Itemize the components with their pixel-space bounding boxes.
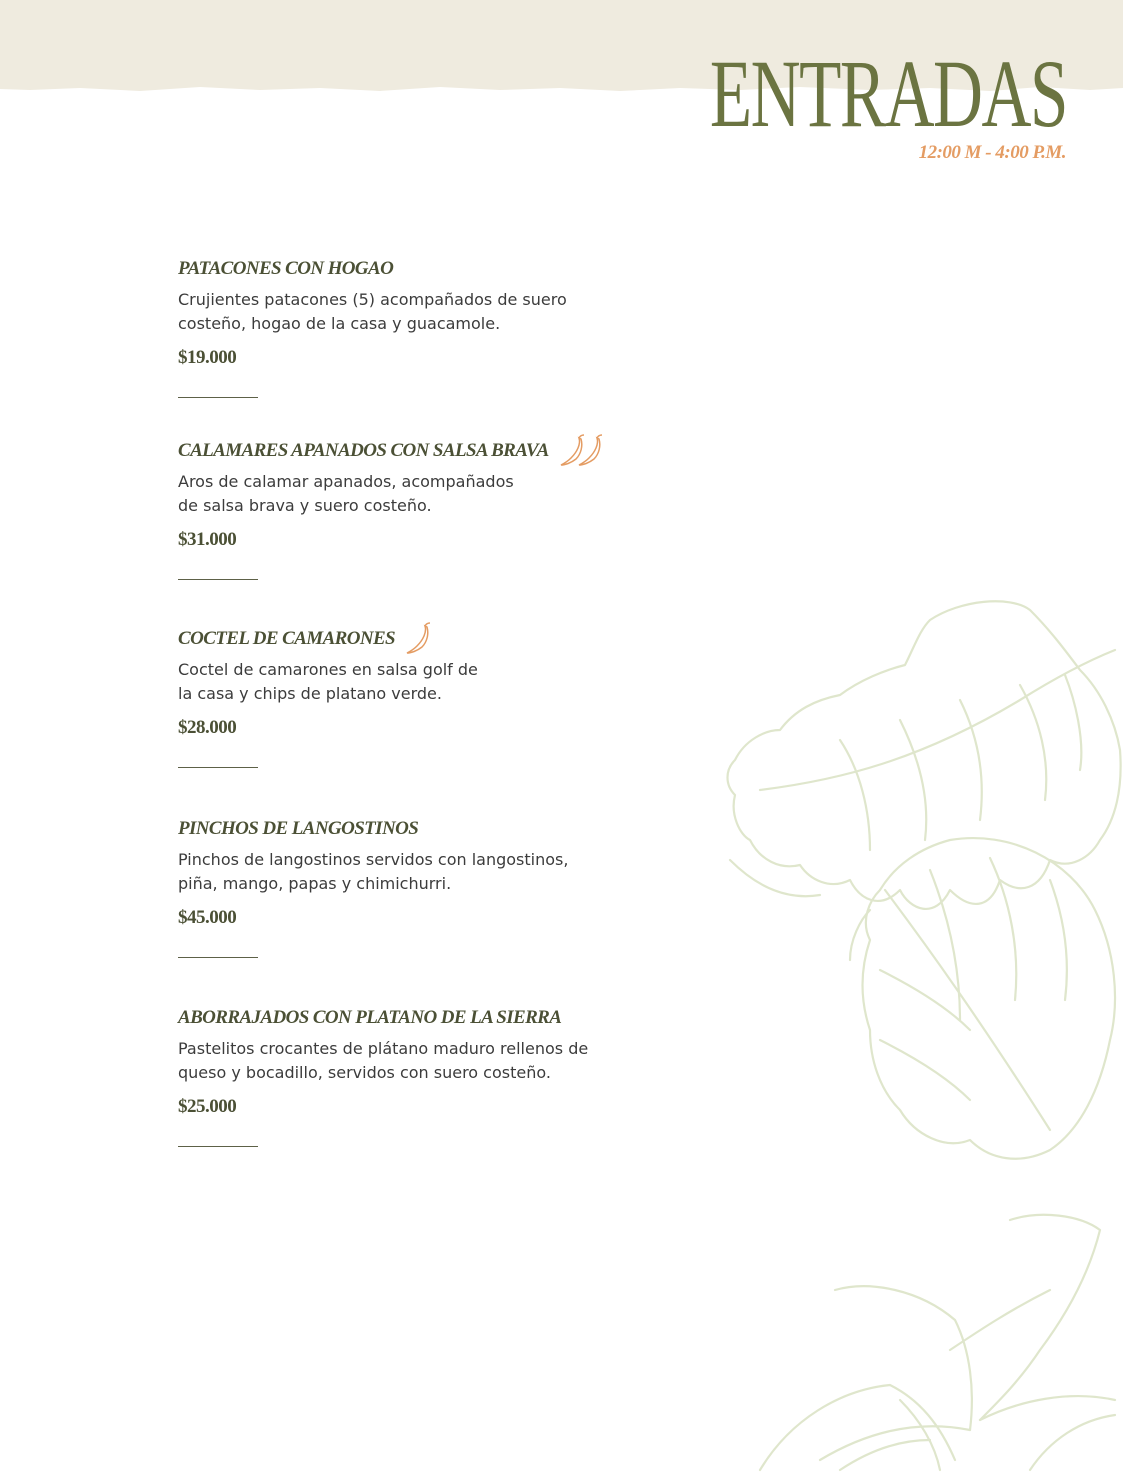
item-name: ABORRAJADOS CON PLATANO DE LA SIERRA [178, 1007, 562, 1028]
service-hours: 12:00 M - 4:00 P.M. [918, 142, 1066, 163]
page-title: ENTRADAS [709, 40, 1067, 147]
divider [178, 1146, 258, 1147]
menu-item [178, 256, 698, 398]
menu-item [178, 438, 698, 580]
item-price: $28.000 [178, 717, 237, 738]
item-name: PINCHOS DE LANGOSTINOS [178, 818, 419, 839]
item-description: Coctel de camarones en salsa golf de la casa y chips de platano verde. [178, 660, 478, 703]
chili-pepper-icon [559, 434, 607, 468]
chili-pepper-icon [405, 622, 433, 656]
divider [178, 767, 258, 768]
item-description: Crujientes patacones (5) acompañados de suero costeño, hogao de la casa y guacamole. [178, 290, 567, 333]
item-description: Pinchos de langostinos servidos con langostinos, piña, mango, papas y chimichurri. [178, 850, 569, 893]
item-description: Pastelitos crocantes de plátano maduro rellenos de queso y bocadillo, servidos con suero costeño. [178, 1039, 589, 1082]
menu-item [178, 626, 698, 768]
item-price: $19.000 [178, 347, 237, 368]
divider [178, 957, 258, 958]
item-name: PATACONES CON HOGAO [178, 258, 394, 279]
item-price: $25.000 [178, 1096, 237, 1117]
item-name: COCTEL DE CAMARONES [178, 626, 698, 652]
item-description: Aros de calamar apanados, acompañados de salsa brava y suero costeño. [178, 472, 514, 515]
menu-item [178, 1005, 698, 1147]
monstera-leaf-illustration [720, 590, 1123, 1477]
item-price: $31.000 [178, 529, 237, 550]
divider [178, 397, 258, 398]
menu-item [178, 816, 698, 958]
divider [178, 579, 258, 580]
item-price: $45.000 [178, 907, 237, 928]
item-name: CALAMARES APANADOS CON SALSA BRAVA [178, 438, 698, 464]
